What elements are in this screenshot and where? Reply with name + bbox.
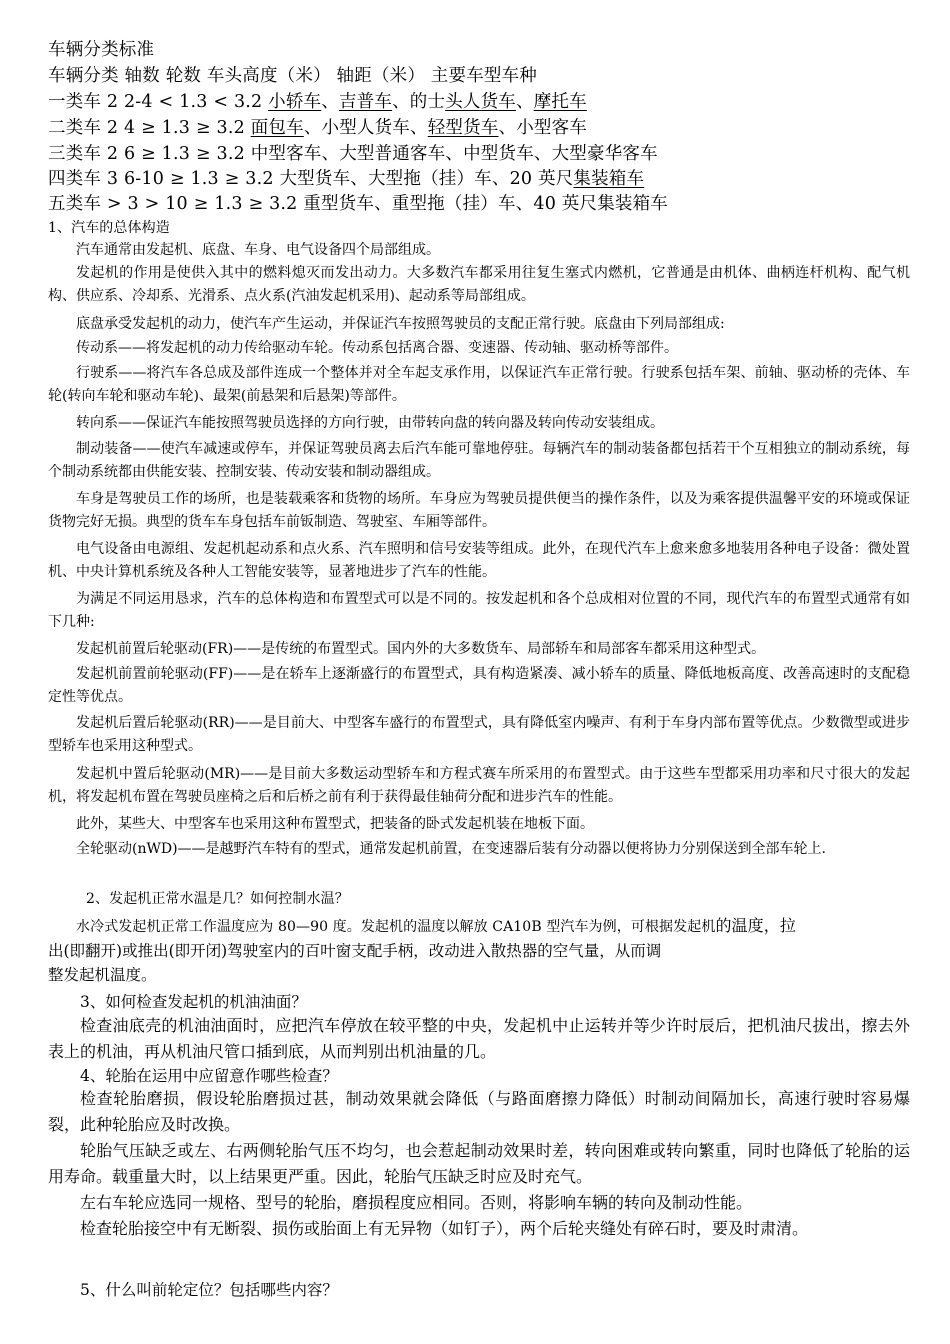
- row-4-underlined: 集装箱车: [573, 169, 645, 189]
- table-row-4: [48, 165, 644, 190]
- section-1-paragraph: 电气设备由电源组、发起机起动系和点火系、汽车照明和信号安装等组成。此外，在现代汽车上愈来愈多地装用各种电子设备：微处置机、中央计算机系统及各种人工智能安装等，显著地进步了汽车的性能。: [48, 541, 910, 580]
- section-1-title: 1、汽车的总体构造: [48, 220, 170, 236]
- table-row-2: [48, 114, 587, 139]
- row-1-text: 、: [321, 92, 339, 112]
- section-1-paragraph: 车身是驾驶员工作的场所，也是装载乘客和货物的场所。车身应为驾驶员提供便当的操作条件，以及为乘客提供温馨平安的环境或保证货物完好无损。典型的货车车身包括车前钣制造、驾驶室、车厢等部件。: [48, 491, 910, 530]
- section-4-paragraph: 轮胎气压缺乏或左、右两侧轮胎气压不均匀，也会惹起制动效果时差，转向困难或转向繁重，同时也降低了轮胎的运用寿命。载重量大时，以上结果更严重。因此，轮胎气压缺乏时应及时充气。: [48, 1141, 910, 1186]
- row-2-underlined: 轻型货车: [427, 118, 499, 138]
- section-2-text: 的温度，拉: [715, 916, 796, 935]
- row-2-underlined: 面包车: [250, 118, 304, 138]
- row-1-text: 一类车 2 2-4 < 1.3 < 3.2: [48, 92, 269, 112]
- section-2-title: 2、发起机正常水温是几？如何控制水温？: [86, 891, 349, 907]
- section-5-title: 5、什么叫前轮定位？包括哪些内容？: [80, 1281, 338, 1299]
- row-2-text: 、小型人货车、: [303, 118, 428, 138]
- section-2-line: [76, 913, 796, 936]
- section-2-line: 出(即翻开)或推出(即开闭)驾驶室内的百叶窗支配手柄，改动进入散热器的空气量，从而调: [48, 942, 662, 960]
- row-2-text: 、小型客车: [498, 118, 588, 138]
- section-1-paragraph: 行驶系——将汽车各总成及部件连成一个整体并对全车起支承作用，以保证汽车正常行驶。行驶系包括车架、前轴、驱动桥的壳体、车轮(转向车轮和驱动车轮)、最架(前悬架和后悬架)等部件。: [48, 365, 910, 404]
- table-row-5: 五类车 > 3 > 10 ≥ 1.3 ≥ 3.2 重型货车、重型拖（挂）车、40 英尺集装箱车: [48, 194, 669, 214]
- row-1-underlined: 吉普车: [338, 92, 393, 112]
- row-1-underlined: 小轿车: [268, 92, 322, 112]
- section-2-text: 水冷式发起机正常工作温度应为 80—90 度。发起机的温度以解放 CA10B 型汽车为例，可根据发起机: [76, 919, 716, 935]
- section-1-paragraph: 发起机前置前轮驱动(FF)——是在轿车上逐渐盛行的布置型式，具有构造紧凑、减小轿车的质量、降低地板高度、改善高速时的支配稳定性等优点。: [48, 666, 910, 705]
- section-1-paragraph: 发起机后置后轮驱动(RR)——是目前大、中型客车盛行的布置型式，具有降低室内噪声、有利于车身内部布置等优点。少数微型或进步型轿车也采用这种型式。: [48, 715, 910, 754]
- row-1-underlined: 头人货车: [445, 92, 516, 112]
- section-4-paragraph: 检查轮胎磨损，假设轮胎磨损过甚，制动效果就会降低（与路面磨擦力降低）时制动间隔加长，高速行驶时容易爆裂，此种轮胎应及时改换。: [48, 1089, 910, 1134]
- section-2-line: 整发起机温度。: [48, 966, 157, 984]
- table-row-1: [48, 88, 587, 113]
- section-4-title: 4、轮胎在运用中应留意作哪些检查？: [80, 1067, 338, 1085]
- row-1-text: 、: [516, 92, 534, 112]
- section-1-paragraph: 发起机前置后轮驱动(FR)——是传统的布置型式。国内外的大多数货车、局部轿车和局部客车都采用这种型式。: [76, 641, 766, 657]
- section-1-paragraph: 发起机中置后轮驱动(MR)——是目前大多数运动型轿车和方程式赛车所采用的布置型式。由于这些车型都采用功率和尺寸很大的发起机，将发起机布置在驾驶员座椅之后和后桥之前有利于获得最佳轴荷分配和进步汽车的性能。: [48, 766, 910, 805]
- section-1-paragraph: 底盘承受发起机的动力，使汽车产生运动，并保证汽车按照驾驶员的支配正常行驶。底盘由下列局部组成:: [76, 316, 725, 332]
- section-4-paragraph: 检查轮胎接空中有无断裂、损伤或胎面上有无异物（如钉子），两个后轮夹缝处有碎石时，要及时肃清。: [80, 1219, 809, 1238]
- row-1-underlined: 摩托车: [533, 92, 587, 112]
- section-1-paragraph: 发起机的作用是使供入其中的燃料熄灭而发出动力。大多数汽车都采用往复生塞式内燃机，它普通是由机体、曲柄连杆机构、配气机构、供应系、冷却系、光滑系、点火系(汽油发起机采用)、起动系等局部组成。: [48, 265, 910, 304]
- section-3-paragraph: 检查油底壳的机油油面时，应把汽车停放在较平整的中央，发起机中止运转并等少许时辰后，把机油尺拔出，擦去外表上的机油，再从机油尺管口插到底，从而判别出机油量的几。: [48, 1016, 910, 1061]
- table-header: 车辆分类 轴数 轮数 车头高度（米） 轴距（米） 主要车型车种: [48, 66, 538, 86]
- section-3-title: 3、如何检查发起机的机油油面？: [80, 993, 307, 1011]
- section-1-paragraph: 转向系——保证汽车能按照驾驶员选择的方向行驶，由带转向盘的转向器及转向传动安装组成。: [76, 415, 664, 431]
- section-1-paragraph: 制动装备——使汽车减速或停车，并保证驾驶员离去后汽车能可靠地停驻。每辆汽车的制动装备都包括若干个互相独立的制动系统，每个制动系统都由供能安装、控制安装、传动安装和制动器组成。: [48, 441, 910, 480]
- doc-heading: 车辆分类标准: [48, 40, 155, 60]
- row-1-text: 、的士: [392, 92, 446, 112]
- section-1-paragraph: 全轮驱动(nWD)——是越野汽车特有的型式，通常发起机前置，在变速器后装有分动器以便将协力分别保送到全部车轮上.: [76, 841, 827, 857]
- section-1-paragraph: 传动系——将发起机的动力传给驱动车轮。传动系包括离合器、变速器、传动轴、驱动桥等部件。: [76, 340, 678, 356]
- section-1-paragraph: 此外，某些大、中型客车也采用这种布置型式，把装备的卧式发起机装在地板下面。: [76, 816, 594, 832]
- row-2-text: 二类车 2 4 ≥ 1.3 ≥ 3.2: [48, 118, 251, 138]
- section-1-paragraph: 汽车通常由发起机、底盘、车身、电气设备四个局部组成。: [76, 242, 440, 258]
- row-4-text: 四类车 3 6-10 ≥ 1.3 ≥ 3.2 大型货车、大型拖（挂）车、20 英尺: [48, 169, 574, 189]
- section-4-paragraph: 左右车轮应选同一规格、型号的轮胎，磨损程度应相同。否则，将影响车辆的转向及制动性能。: [80, 1193, 753, 1212]
- section-1-paragraph: 为满足不同运用恳求，汽车的总体构造和布置型式可以是不同的。按发起机和各个总成相对位置的不同，现代汽车的布置型式通常有如下几种:: [48, 591, 910, 630]
- table-row-3: 三类车 2 6 ≥ 1.3 ≥ 3.2 中型客车、大型普通客车、中型货车、大型豪华客车: [48, 144, 658, 164]
